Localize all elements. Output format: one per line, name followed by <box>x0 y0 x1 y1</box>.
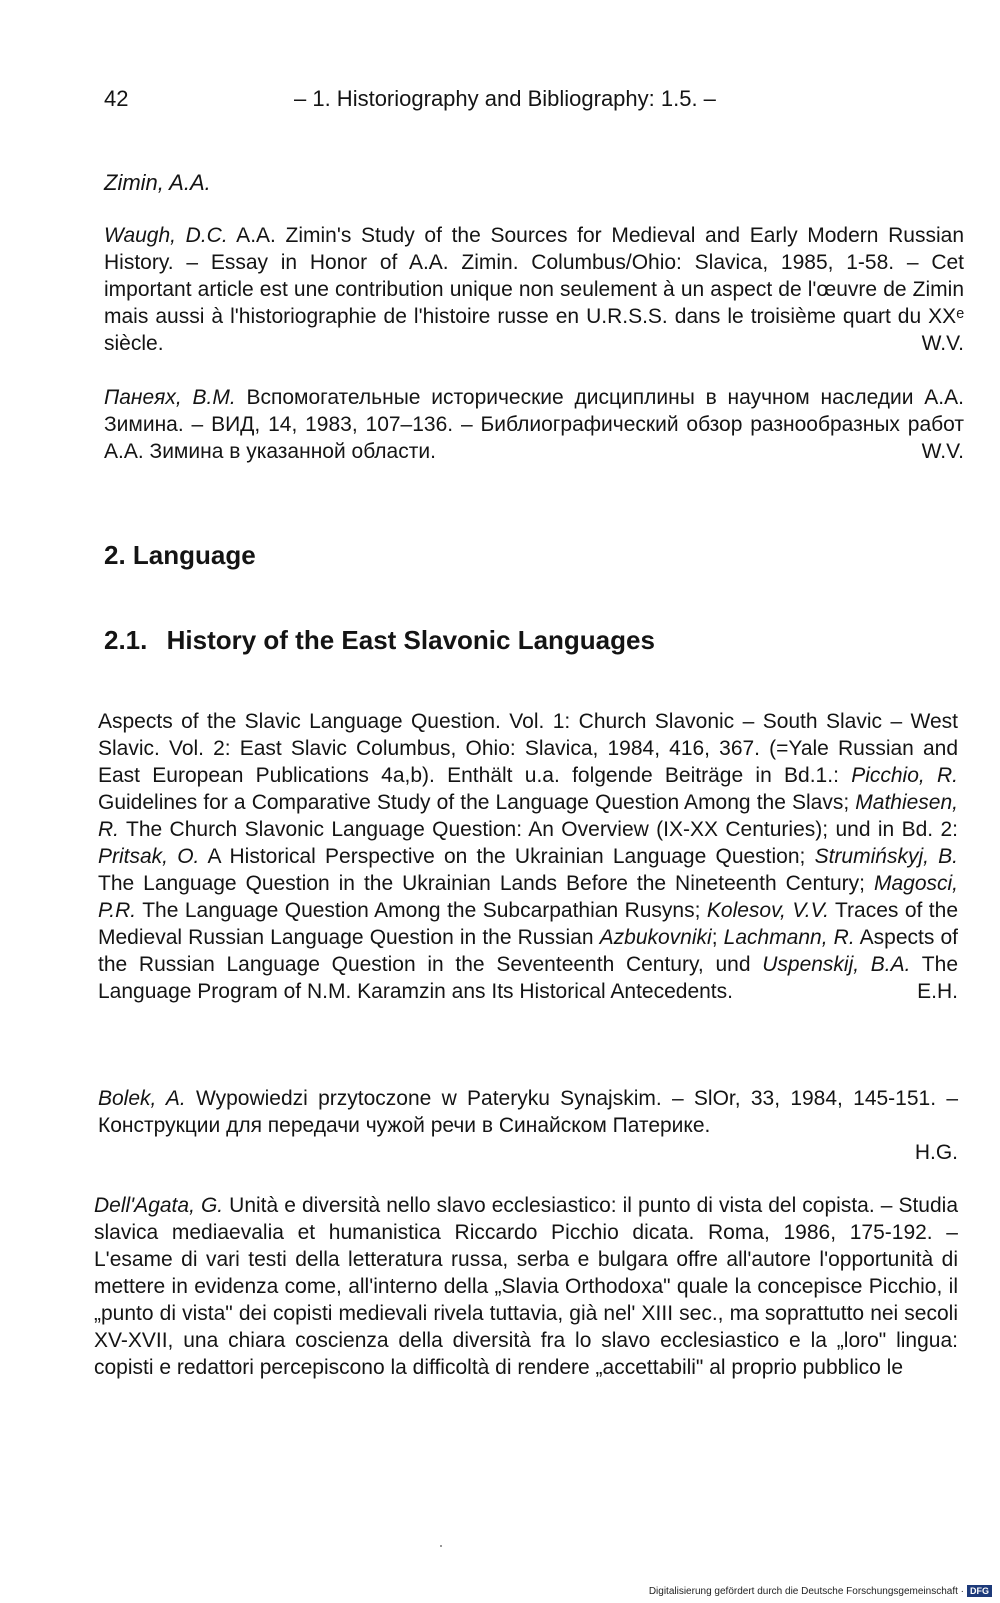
entry-text: Wypowiedzi przytoczone w Pateryku Synajskim. – SlOr, 33, 1984, 145-151. – Конструкции для передачи чужой речи в Синайском Патерике. <box>98 1087 958 1137</box>
entry-text: ; <box>711 926 724 949</box>
entry-waugh <box>104 222 964 357</box>
entry-author: Lachmann, R. <box>723 926 855 949</box>
subsection-title: History of the East Slavonic Languages <box>166 625 655 655</box>
entry-paneyakh <box>104 384 964 465</box>
entry-text: A.A. Zimin's Study of the Sources for Medieval and Early Modern Russian History. – Essay in Honor of A.A. Zimin. Columbus/Ohio: Slavica, 1985, 1-58. – Cet important article est une contribution unique non seulement à un aspect de l'œuvre de Zimin mais aussi à l'historiographie de l'histoire russe en U.R.S.S. dans le troisième quart du XXᵉ siècle. <box>104 224 965 355</box>
reviewer-initials: H.G. <box>914 1141 958 1164</box>
entry-dellagata <box>94 1192 958 1381</box>
entry-bolek <box>98 1085 958 1166</box>
page-header <box>104 86 964 118</box>
entry-author: Strumińskyj, B. <box>814 845 958 868</box>
entry-aspects <box>98 708 958 1005</box>
entry-author: Waugh, D.C. <box>104 224 228 247</box>
entry-text: The Language Program of N.M. Karamzin ans Its Historical Antecedents. <box>98 953 958 1003</box>
entry-text: The Church Slavonic Language Question: An Overview (IX-XX Centuries); und in Bd. 2: <box>119 818 958 841</box>
subsection-number: 2.1. <box>104 625 148 655</box>
entry-text: Aspects of the Russian Language Question in the Seventeenth Century, und <box>98 926 958 976</box>
entry-author: Pritsak, O. <box>98 845 200 868</box>
entry-text: The Language Question in the Ukrainian Lands Before the Nineteenth Century; <box>98 872 874 895</box>
entry-author: Bolek, A. <box>98 1087 186 1110</box>
running-title: – 1. Historiography and Bibliography: 1.5. – <box>294 86 716 111</box>
page-number: 42 <box>104 86 129 111</box>
dfg-logo-icon: DFG <box>967 1585 992 1597</box>
subsection-heading <box>104 625 655 656</box>
entry-author: Панеях, В.М. <box>104 386 236 409</box>
scan-speck <box>440 1545 442 1547</box>
entry-text: The Language Question Among the Subcarpathian Rusyns; <box>136 899 707 922</box>
section-heading-language: 2. Language <box>104 540 256 570</box>
entry-text: A Historical Perspective on the Ukrainian Language Question; <box>199 845 815 868</box>
entry-text: Unità e diversità nello slavo ecclesiastico: il punto di vista del copista. – Studia slavica mediaevalia et humanistica Riccardo Picchio dicata. Roma, 1986, 175-192. – L'esame di vari testi della letteratura russa, serba e bulgara offre all'autore l'opportunità di mettere in evidenza come, all'interno della „Slavia Orthodoxa" quale la concepisce Picchio, il „punto di vista" dei copisti medievali rivela tuttavia, già nel' XIII sec., ma soprattutto nei secoli XV-XVII, una chiara coscienza della diversità fra lo slavo ecclesiastico e la „loro" lingua: copisti e redattori percepiscono la difficoltà di rendere „accettabili" al proprio pubblico le <box>94 1194 958 1379</box>
reviewer-initials: W.V. <box>914 438 964 465</box>
entry-text: Aspects of the Slavic Language Question. Vol. 1: Church Slavonic – South Slavic – West Slavic. Vol. 2: East Slavic Columbus, Ohio: Slavica, 1984, 416, 367. (=Yale Russian and East European Publications 4a,b). Enthält u.a. folgende Beiträge in Bd.1.: <box>98 710 958 787</box>
reviewer-initials: E.H. <box>909 978 958 1005</box>
entry-author: Kolesov, V.V. <box>706 899 829 922</box>
entry-author: Uspenskij, B.A. <box>762 953 911 976</box>
credit-text: Digitalisierung gefördert durch die Deutsche Forschungsgemeinschaft · <box>648 1586 964 1597</box>
reviewer-initials: W.V. <box>914 330 964 357</box>
entry-author: Dell'Agata, G. <box>94 1194 224 1217</box>
entry-author: Picchio, R. <box>851 764 958 787</box>
entry-text: Вспомогательные исторические дисциплины в научном наследии А.А. Зимина. – ВИД, 14, 1983, 107–136. – Библиографический обзор разнообразных работ А.А. Зимина в указанной области. <box>104 386 964 463</box>
digitization-credit <box>649 1585 992 1597</box>
entry-title-italic: Azbukovniki <box>599 926 712 949</box>
entry-text: Guidelines for a Comparative Study of the Language Question Among the Slavs; <box>98 791 856 814</box>
zimin-subheading: Zimin, A.A. <box>104 170 211 195</box>
entry-author: Mathiesen, R. <box>98 791 958 841</box>
entry-author: Magosci, P.R. <box>98 872 958 922</box>
entry-text: Traces of the Medieval Russian Language Question in the Russian <box>98 899 959 949</box>
